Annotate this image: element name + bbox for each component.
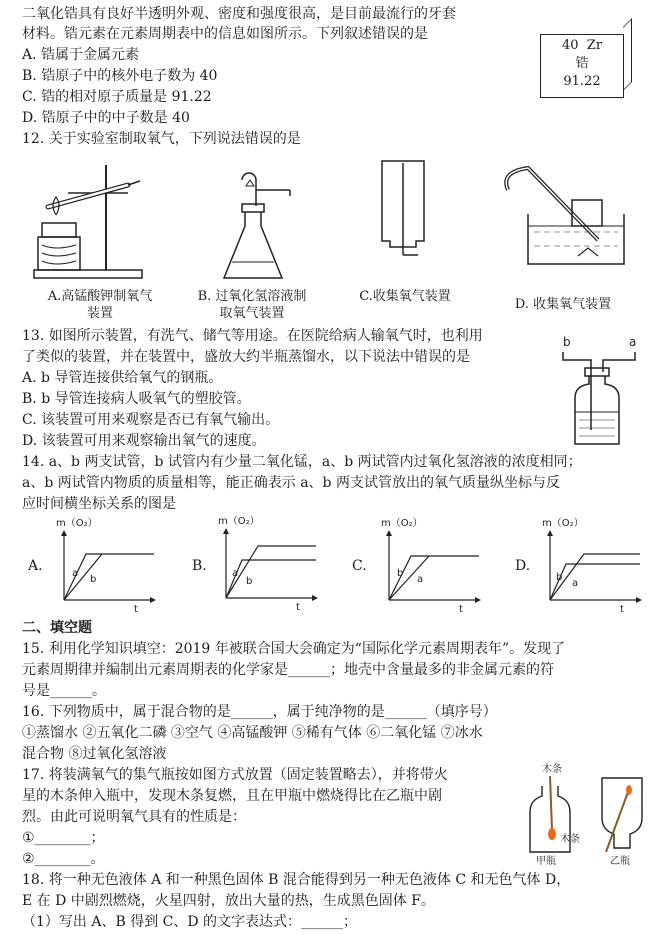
section-2-title: 二、填空题 — [22, 620, 92, 636]
q13-option-b: B. b 导管连接病人吸氧气的塑胶管。 — [22, 391, 251, 407]
q14-graph-b — [212, 512, 327, 612]
q13-option-a: A. b 导管连接供给氧气的钢瓶。 — [22, 370, 223, 386]
q16-line-1: 16. 下列物质中，属于混合物的是______，属于纯净物的是______（填序号） — [22, 704, 497, 720]
kmno4-apparatus-figure — [28, 155, 148, 283]
h2o2-flask-figure — [212, 160, 312, 284]
q13-line-2: 了类似的装置，并在装置中，盛放大约半瓶蒸馏水，以下说法中错误的是 — [22, 349, 470, 365]
q17-label-mid: 木条 — [560, 834, 580, 845]
graph-d-xlabel: t — [620, 604, 624, 614]
graph-b-xlabel: t — [296, 602, 300, 612]
element-card-zirconium — [540, 34, 624, 98]
q14-line-1: 14. a、b 两支试管，b 试管内有少量二氧化锰，a、b 两试管内过氧化氢溶液的浓度相同； — [22, 454, 582, 470]
q13-label-a: a — [629, 335, 637, 349]
element-mass: 91.22 — [563, 74, 601, 89]
q14-option-c: C. — [352, 558, 367, 574]
q12-caption-d: D. 收集氧气装置 — [514, 297, 612, 312]
q12-caption-a: A.高锰酸钾制氧气 装置 — [47, 289, 153, 321]
q11-option-c: C. 锆的相对原子质量是 91.22 — [22, 89, 212, 105]
q14-option-b: B. — [192, 558, 207, 574]
graph-d-ylabel: m（O₂） — [542, 518, 584, 529]
element-name: 锆 — [575, 56, 589, 71]
graph-c-xlabel: t — [459, 604, 463, 614]
q14-graph-c — [375, 514, 490, 614]
q14-graph-d — [536, 514, 651, 614]
q11-option-d: D. 锆原子中的中子数是 40 — [22, 110, 190, 126]
q18-line-2: E 在 D 中剧烈燃烧，火星四射，放出大量的热，生成黑色固体 F。 — [22, 893, 435, 909]
wash-bottle-figure — [555, 332, 645, 450]
graph-a-xlabel: t — [134, 604, 138, 614]
q12-caption-c: C.收集氧气装置 — [359, 289, 451, 304]
q16-line-3: 混合物 ⑧过氧化氢溶液 — [22, 746, 167, 762]
q15-line-1: 15. 利用化学知识填空：2019 年被联合国大会确定为“国际化学元素周期表年”。发现了 — [22, 641, 566, 657]
q17-label-yi: 乙瓶 — [610, 856, 630, 867]
graph-c-second: a — [417, 574, 424, 585]
graph-b-second: b — [246, 576, 253, 587]
q17-bottles-figure — [520, 760, 650, 868]
q17-line-1: 17. 将装满氧气的集气瓶按如图方式放置（固定装置略去），并将带火 — [22, 767, 448, 783]
q13-option-c: C. 该装置可用来观察是否已有氧气输出。 — [22, 412, 280, 428]
element-number: 40 — [561, 38, 579, 53]
q15-line-3: 号是______。 — [22, 683, 106, 699]
q14-option-d: D. — [515, 558, 531, 574]
q11-option-a: A. 锆属于金属元素 — [22, 47, 140, 63]
q15-line-2: 元素周期律并编制出元素周期表的化学家是______；地壳中含量最多的非金属元素的符 — [22, 662, 554, 678]
q13-line-1: 13. 如图所示装置，有洗气、储气等用途。在医院给病人输氧气时，也利用 — [22, 328, 483, 344]
q17-label-jia: 甲瓶 — [536, 856, 556, 867]
q11-line-2: 材料。锆元素在元素周期表中的信息如图所示。下列叙述错误的是 — [22, 26, 428, 42]
water-collect-figure — [498, 160, 628, 270]
q16-line-2: ①蒸馏水 ②五氧化二磷 ③空气 ④高锰酸钾 ⑤稀有气体 ⑥二氧化锰 ⑦冰水 — [22, 725, 483, 741]
graph-d-second: a — [572, 578, 579, 589]
q13-option-d: D. 该装置可用来观察输出氧气的速度。 — [22, 433, 266, 449]
graph-c-first: b — [397, 568, 404, 579]
q17-label-top: 木条 — [542, 764, 562, 775]
graph-a-first: a — [72, 568, 79, 579]
q12-caption-b: B. 过氧化氢溶液制 取氧气装置 — [197, 289, 307, 321]
q17-blank-1: ①________； — [22, 830, 105, 846]
q14-graph-a — [50, 514, 165, 614]
graph-d-first: b — [556, 572, 563, 583]
q17-line-3: 烈。由此可说明氧气具有的性质是： — [22, 809, 246, 825]
q11-line-1: 二氧化锆具有良好半透明外观、密度和强度很高，是目前最流行的牙套 — [22, 6, 456, 22]
graph-c-ylabel: m（O₂） — [381, 518, 423, 529]
graph-b-first: a — [232, 568, 239, 579]
q17-blank-2: ②________。 — [22, 851, 105, 867]
q12-stem: 12. 关于实验室制取氧气，下列说法错误的是 — [22, 131, 301, 147]
q17-line-2: 星的木条伸入瓶中，发现木条复燃，且在甲瓶中燃烧得比在乙瓶中剧 — [22, 788, 442, 804]
graph-b-ylabel: m（O₂） — [218, 516, 260, 527]
element-symbol: Zr — [586, 38, 603, 53]
q18-line-3: （1）写出 A、B 得到 C、D 的文字表达式：______； — [22, 914, 358, 930]
q18-line-1: 18. 将一种无色液体 A 和一种黑色固体 B 混合能得到另一种无色液体 C 和无色气体 D， — [22, 872, 571, 888]
q13-label-b: b — [563, 335, 571, 349]
q11-option-b: B. 锆原子中的核外电子数为 40 — [22, 68, 218, 84]
q14-line-2: a、b 两试管内物质的质量相等，能正确表示 a、b 两支试管放出的氧气质量纵坐标与反 — [22, 475, 560, 491]
q14-line-3: 应时间横坐标关系的图是 — [22, 496, 176, 512]
gas-bottle-collect-figure — [370, 155, 440, 265]
q14-option-a: A. — [28, 558, 43, 574]
graph-a-ylabel: m（O₂） — [56, 518, 98, 529]
graph-a-second: b — [90, 574, 97, 585]
